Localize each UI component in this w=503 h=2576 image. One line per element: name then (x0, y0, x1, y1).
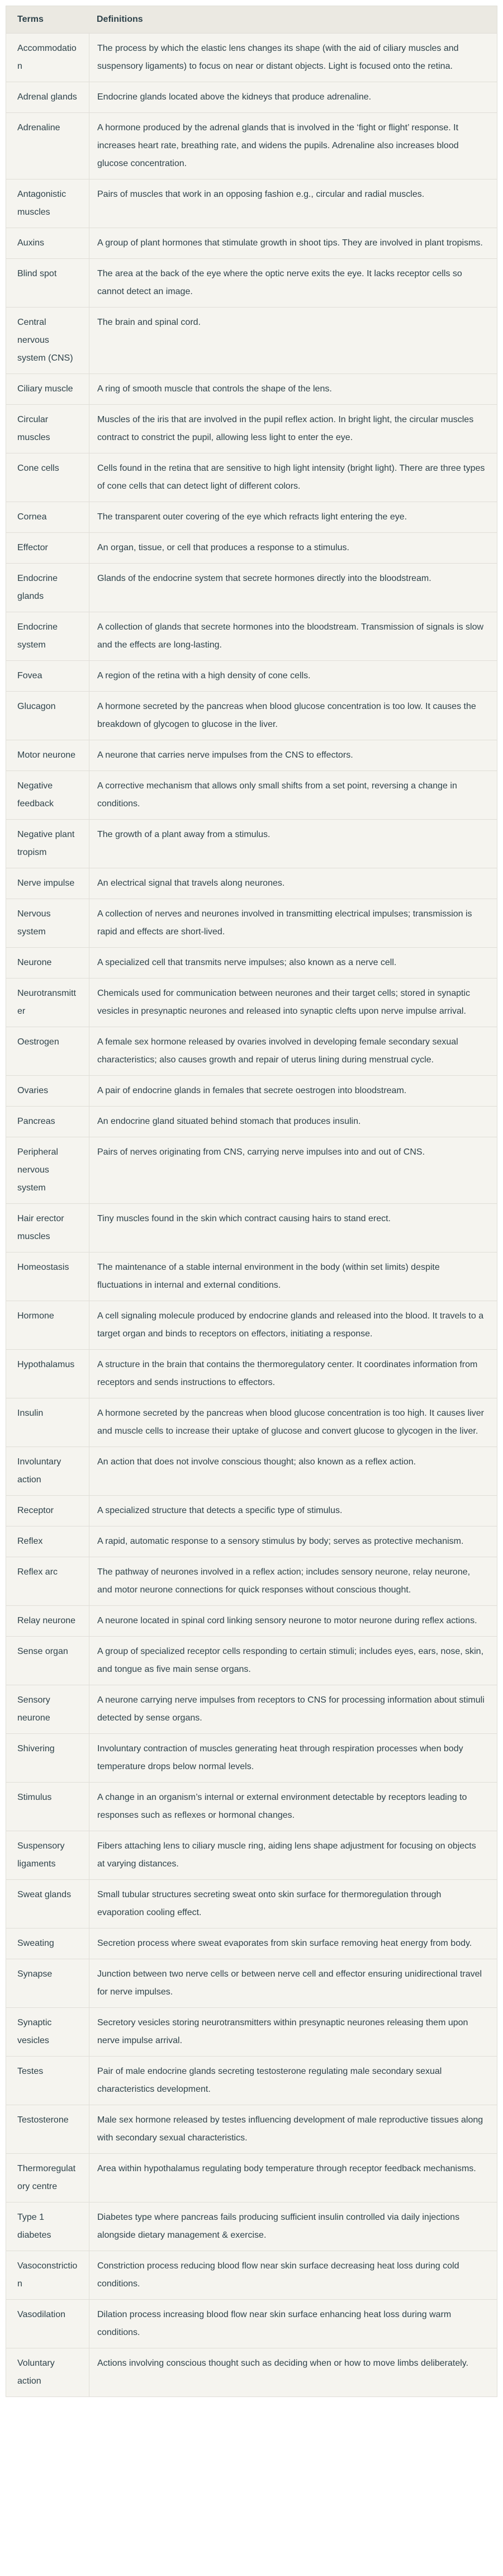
table-row (6, 1027, 497, 1075)
table-row (6, 112, 497, 179)
definition-cell: An endocrine gland situated behind stomach that produces insulin. (89, 1107, 497, 1137)
term-cell: Sweat glands (17, 1890, 72, 1899)
page (0, 6, 503, 2397)
table-row (6, 1879, 497, 1928)
term-cell: Peripheral nervous system (17, 1147, 58, 1193)
term-cell: Endocrine system (17, 622, 58, 650)
table-row (6, 33, 497, 82)
definition-cell: A structure in the brain that contains the thermoregulatory center. It coordinates information from receptors and sends instructions to effectors. (89, 1350, 497, 1398)
table-body (6, 33, 497, 2397)
term-cell: Nerve impulse (17, 878, 75, 888)
column-header-definitions: Definitions (97, 15, 143, 24)
definition-cell: A corrective mechanism that allows only small shifts from a set point, reversing a change in conditions. (89, 771, 497, 819)
term-cell: Homeostasis (17, 1263, 69, 1272)
term-cell: Involuntary action (17, 1457, 61, 1485)
table-row (6, 2007, 497, 2056)
table-row (6, 1959, 497, 2007)
table-row (6, 453, 497, 502)
table-row (6, 2056, 497, 2105)
table-row (6, 228, 497, 258)
table-row (6, 374, 497, 404)
table-row (6, 1203, 497, 1252)
table-row (6, 1137, 497, 1203)
term-cell: Synapse (17, 1969, 53, 1979)
term-cell: Suspensory ligaments (17, 1841, 65, 1869)
definition-cell: Small tubular structures secreting sweat onto skin surface for thermoregulation through evaporation cooling effect. (89, 1880, 497, 1928)
term-cell: Reflex (17, 1537, 43, 1546)
definition-cell: Dilation process increasing blood flow near skin surface enhancing heat loss during warm conditions. (89, 2300, 497, 2348)
table-row (6, 2202, 497, 2251)
term-cell: Negative feedback (17, 781, 54, 809)
term-cell: Hypothalamus (17, 1360, 75, 1369)
definition-cell: A neurone located in spinal cord linking sensory neurone to motor neurone during reflex actions. (89, 1606, 497, 1636)
term-cell: Receptor (17, 1506, 54, 1515)
definition-cell: A collection of glands that secrete hormones into the bloodstream. Transmission of signals is slow and the effects are long-lasting. (89, 612, 497, 660)
table-row (6, 1928, 497, 1959)
term-cell: Hair erector muscles (17, 1214, 64, 1241)
term-cell: Antagonistic muscles (17, 190, 67, 217)
definition-cell: An electrical signal that travels along neurones. (89, 868, 497, 899)
table-row (6, 740, 497, 771)
term-cell: Oestrogen (17, 1037, 59, 1047)
table-row (6, 899, 497, 947)
term-cell: Circular muscles (17, 415, 50, 442)
table-row (6, 1636, 497, 1685)
definition-cell: A specialized structure that detects a specific type of stimulus. (89, 1496, 497, 1526)
term-cell: Sense organ (17, 1647, 68, 1656)
term-cell: Nervous system (17, 909, 51, 937)
term-cell: Adrenal glands (17, 92, 77, 102)
term-cell: Ovaries (17, 1086, 49, 1095)
definition-cell: The brain and spinal cord. (89, 308, 497, 374)
definition-cell: The maintenance of a stable internal environment in the body (within set limits) despite fluctuations in internal and external conditions. (89, 1252, 497, 1301)
definition-cell: The pathway of neurones involved in a reflex action; includes sensory neurone, relay neurone, and motor neurone connections for quick responses without conscious thought. (89, 1557, 497, 1605)
table-row (6, 660, 497, 691)
definition-cell: A change in an organism’s internal or external environment detectable by receptors leading to responses such as reflexes or hormonal changes. (89, 1783, 497, 1831)
term-cell: Glucagon (17, 702, 56, 711)
table-row (6, 1447, 497, 1495)
table-row (6, 1782, 497, 1831)
definition-cell: Secretion process where sweat evaporates from skin surface removing heat energy from body. (89, 1929, 497, 1959)
term-cell: Sensory neurone (17, 1695, 50, 1723)
table-row (6, 2348, 497, 2397)
term-cell: Adrenaline (17, 123, 60, 133)
term-cell: Testes (17, 2067, 44, 2076)
definition-cell: Junction between two nerve cells or between nerve cell and effector ensuring unidirectional travel for nerve impulses. (89, 1959, 497, 2007)
table-header-row (6, 6, 497, 33)
term-cell: Thermoregulatory centre (17, 2164, 76, 2191)
term-cell: Stimulus (17, 1793, 52, 1802)
term-cell: Vasoconstriction (17, 2261, 78, 2289)
definition-cell: A neurone that carries nerve impulses from the CNS to effectors. (89, 740, 497, 771)
definition-cell: A rapid, automatic response to a sensory stimulus by body; serves as protective mechanism. (89, 1526, 497, 1557)
table-row (6, 1495, 497, 1526)
definition-cell: Glands of the endocrine system that secrete hormones directly into the bloodstream. (89, 564, 497, 612)
table-row (6, 179, 497, 228)
term-cell: Cone cells (17, 464, 59, 473)
table-row (6, 1733, 497, 1782)
definition-cell: The process by which the elastic lens changes its shape (with the aid of ciliary muscles and suspensory ligaments) to focus on near or distant objects. Light is focused onto the retina. (89, 34, 497, 82)
term-cell: Vasodilation (17, 2310, 65, 2319)
definition-cell: Cells found in the retina that are sensitive to high light intensity (bright light). There are three types of cone cells that can detect light of different colors. (89, 453, 497, 502)
definition-cell: A group of plant hormones that stimulate growth in shoot tips. They are involved in plant tropisms. (89, 228, 497, 258)
table-row (6, 258, 497, 307)
table-row (6, 2153, 497, 2202)
definition-cell: Constriction process reducing blood flow near skin surface decreasing heat loss during cold conditions. (89, 2251, 497, 2299)
term-cell: Neurotransmitter (17, 989, 76, 1016)
term-cell: Cornea (17, 512, 47, 522)
term-cell: Sweating (17, 1939, 54, 1948)
term-cell: Type 1 diabetes (17, 2213, 51, 2240)
table-row (6, 1831, 497, 1879)
term-cell: Shivering (17, 1744, 55, 1753)
definition-cell: Pairs of muscles that work in an opposing fashion e.g., circular and radial muscles. (89, 179, 497, 228)
table-row (6, 502, 497, 532)
term-cell: Testosterone (17, 2115, 69, 2125)
definition-cell: Area within hypothalamus regulating body temperature through receptor feedback mechanisms. (89, 2154, 497, 2202)
definition-cell: A specialized cell that transmits nerve impulses; also known as a nerve cell. (89, 948, 497, 978)
term-cell: Insulin (17, 1408, 44, 1418)
definition-cell: A region of the retina with a high density of cone cells. (89, 661, 497, 691)
definition-cell: A ring of smooth muscle that controls the shape of the lens. (89, 374, 497, 404)
definition-cell: Pairs of nerves originating from CNS, carrying nerve impulses into and out of CNS. (89, 1137, 497, 1203)
definition-cell: The transparent outer covering of the eye which refracts light entering the eye. (89, 502, 497, 532)
glossary-table (6, 6, 497, 2397)
term-cell: Accommodation (17, 44, 77, 71)
definition-cell: A cell signaling molecule produced by endocrine glands and released into the blood. It travels to a target organ and binds to receptors on effectors, initiating a response. (89, 1301, 497, 1349)
definition-cell: A pair of endocrine glands in females that secrete oestrogen into bloodstream. (89, 1076, 497, 1106)
term-cell: Ciliary muscle (17, 384, 73, 394)
definition-cell: Chemicals used for communication between neurones and their target cells; stored in synaptic vesicles in presynaptic neurones and released into synaptic clefts upon nerve impulse arrival. (89, 979, 497, 1027)
table-row (6, 819, 497, 868)
definition-cell: A hormone secreted by the pancreas when blood glucose concentration is too low. It causes the breakdown of glycogen to glucose in the liver. (89, 692, 497, 740)
definition-cell: An organ, tissue, or cell that produces a response to a stimulus. (89, 533, 497, 563)
definition-cell: Pair of male endocrine glands secreting testosterone regulating male secondary sexual characteristics development. (89, 2057, 497, 2105)
table-row (6, 1398, 497, 1447)
table-row (6, 2105, 497, 2153)
term-cell: Voluntary action (17, 2358, 55, 2386)
table-row (6, 2299, 497, 2348)
term-cell: Central nervous system (CNS) (17, 318, 73, 363)
term-cell: Auxins (17, 238, 45, 248)
table-row (6, 1526, 497, 1557)
term-cell: Relay neurone (17, 1616, 76, 1625)
column-header-terms: Terms (17, 15, 44, 24)
table-row (6, 1301, 497, 1349)
table-row (6, 563, 497, 612)
definition-cell: Endocrine glands located above the kidneys that produce adrenaline. (89, 82, 497, 112)
table-row (6, 947, 497, 978)
table-row (6, 532, 497, 563)
definition-cell: Muscles of the iris that are involved in the pupil reflex action. In bright light, the circular muscles contract to constrict the pupil, allowing less light to enter the eye. (89, 405, 497, 453)
definition-cell: Involuntary contraction of muscles generating heat through respiration processes when body temperature drops below normal levels. (89, 1734, 497, 1782)
table-row (6, 1605, 497, 1636)
table-row (6, 1106, 497, 1137)
table-row (6, 82, 497, 112)
term-cell: Motor neurone (17, 750, 76, 760)
table-row (6, 1252, 497, 1301)
table-row (6, 1557, 497, 1605)
table-row (6, 771, 497, 819)
definition-cell: A group of specialized receptor cells responding to certain stimuli; includes eyes, ears, nose, skin, and tongue as five main sense organs. (89, 1637, 497, 1685)
table-row (6, 868, 497, 899)
table-row (6, 1349, 497, 1398)
definition-cell: A collection of nerves and neurones involved in transmitting electrical impulses; transmission is rapid and effects are short-lived. (89, 899, 497, 947)
table-row (6, 1685, 497, 1733)
term-cell: Synaptic vesicles (17, 2018, 52, 2045)
definition-cell: The area at the back of the eye where the optic nerve exits the eye. It lacks receptor cells so cannot detect an image. (89, 259, 497, 307)
definition-cell: Male sex hormone released by testes influencing development of male reproductive tissues along with secondary sexual characteristics. (89, 2105, 497, 2153)
term-cell: Fovea (17, 671, 42, 680)
definition-cell: A hormone produced by the adrenal glands that is involved in the ‘fight or flight’ response. It increases heart rate, breathing rate, and widens the pupils. Adrenaline also increases blood glucose concentration. (89, 113, 497, 179)
table-row (6, 2251, 497, 2299)
table-row (6, 612, 497, 660)
definition-cell: Diabetes type where pancreas fails producing sufficient insulin controlled via daily injections alongside dietary management & exercise. (89, 2202, 497, 2251)
term-cell: Pancreas (17, 1117, 55, 1126)
term-cell: Negative plant tropism (17, 830, 75, 857)
definition-cell: Actions involving conscious thought such as deciding when or how to move limbs deliberately. (89, 2348, 497, 2397)
table-row (6, 1075, 497, 1106)
table-row (6, 404, 497, 453)
definition-cell: An action that does not involve conscious thought; also known as a reflex action. (89, 1447, 497, 1495)
term-cell: Effector (17, 543, 48, 552)
term-cell: Hormone (17, 1311, 54, 1321)
definition-cell: Secretory vesicles storing neurotransmitters within presynaptic neurones releasing them upon nerve impulse arrival. (89, 2008, 497, 2056)
term-cell: Endocrine glands (17, 574, 58, 601)
definition-cell: The growth of a plant away from a stimulus. (89, 820, 497, 868)
definition-cell: Tiny muscles found in the skin which contract causing hairs to stand erect. (89, 1204, 497, 1252)
table-row (6, 691, 497, 740)
term-cell: Reflex arc (17, 1567, 58, 1577)
table-row (6, 307, 497, 374)
definition-cell: A female sex hormone released by ovaries involved in developing female secondary sexual characteristics; also causes growth and repair of uterus lining during menstrual cycle. (89, 1027, 497, 1075)
term-cell: Blind spot (17, 269, 57, 278)
definition-cell: Fibers attaching lens to ciliary muscle ring, aiding lens shape adjustment for focusing on objects at varying distances. (89, 1831, 497, 1879)
definition-cell: A hormone secreted by the pancreas when blood glucose concentration is too high. It causes liver and muscle cells to increase their uptake of glucose and convert glucose to glycogen in the liver. (89, 1398, 497, 1447)
definition-cell: A neurone carrying nerve impulses from receptors to CNS for processing information about stimuli detected by sense organs. (89, 1685, 497, 1733)
term-cell: Neurone (17, 958, 52, 967)
table-row (6, 978, 497, 1027)
